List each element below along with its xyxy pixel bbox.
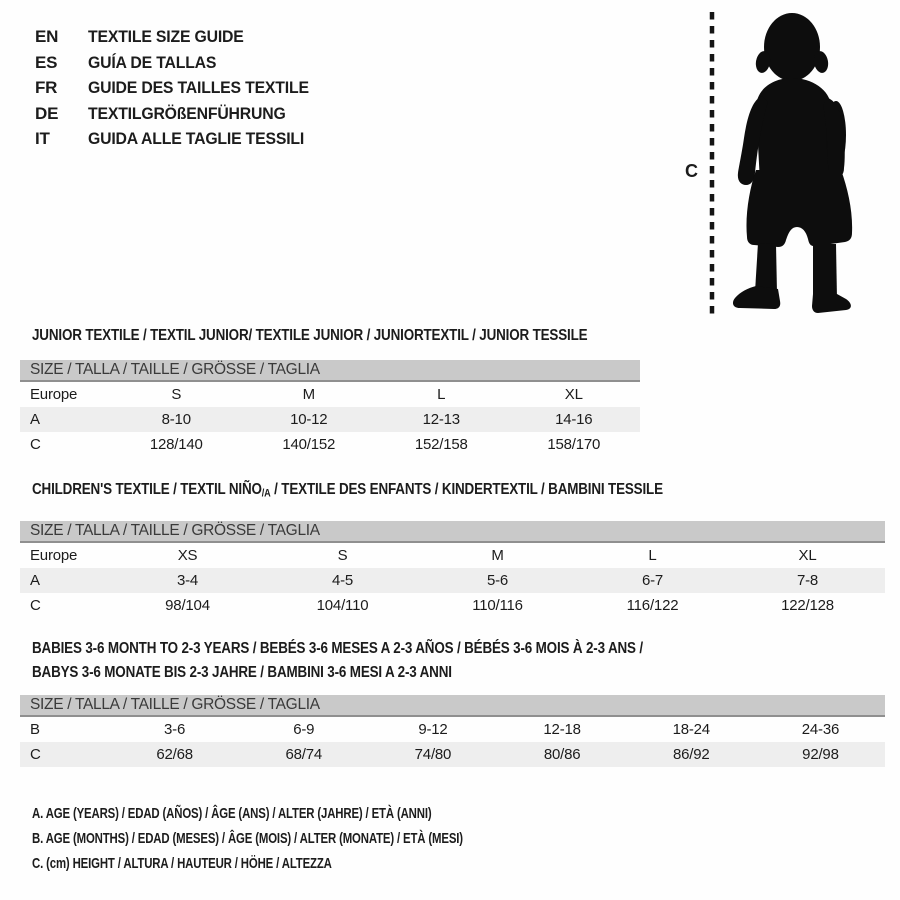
size-value: 158/170 bbox=[547, 436, 601, 453]
size-value: 3-6 bbox=[164, 721, 186, 738]
toddler-shape bbox=[733, 13, 852, 313]
size-value: 86/92 bbox=[673, 746, 710, 763]
size-table-children bbox=[20, 521, 885, 618]
size-value: 80/86 bbox=[543, 746, 581, 763]
size-value: 12-18 bbox=[543, 721, 581, 738]
size-value: 62/68 bbox=[156, 746, 193, 763]
size-value: 122/128 bbox=[781, 597, 834, 615]
size-table-babies bbox=[20, 695, 885, 767]
language-row bbox=[35, 50, 325, 76]
size-value: L bbox=[648, 547, 657, 565]
language-code: FR bbox=[35, 78, 58, 97]
size-value: M bbox=[302, 386, 315, 403]
heading-text: /A bbox=[261, 487, 271, 500]
size-value: 104/110 bbox=[316, 597, 369, 615]
table-row bbox=[20, 593, 885, 618]
section-babies bbox=[20, 637, 885, 767]
size-value: 110/116 bbox=[472, 597, 523, 615]
size-value: 24-36 bbox=[801, 721, 840, 738]
heading-text: BABIES 3-6 MONTH TO 2-3 YEARS / BEBÉS 3-6 MESES A 2-3 AÑOS / BÉBÉS 3-6 MOIS À 2-3 ANS / bbox=[32, 640, 643, 657]
table-row bbox=[20, 432, 640, 457]
row-label: C bbox=[30, 597, 41, 615]
size-value: 18-24 bbox=[672, 721, 710, 738]
section-children bbox=[20, 481, 885, 618]
size-value: S bbox=[171, 386, 182, 403]
size-value: 8-10 bbox=[161, 411, 191, 428]
row-label: Europe bbox=[30, 386, 78, 403]
table-row bbox=[20, 407, 640, 432]
table-row bbox=[20, 717, 885, 742]
language-code: IT bbox=[35, 129, 50, 148]
size-header-bar: SIZE / TALLA / TAILLE / GRÖSSE / TAGLIA bbox=[20, 695, 885, 717]
size-value: 5-6 bbox=[486, 572, 509, 590]
footnote-line: B. AGE (MONTHS) / EDAD (MESES) / ÂGE (MOIS) / ALTER (MONATE) / ETÀ (MESI) bbox=[32, 830, 463, 847]
size-value: 140/152 bbox=[282, 436, 336, 453]
row-label: B bbox=[30, 721, 40, 738]
size-value: 12-13 bbox=[422, 411, 460, 428]
size-value: 9-12 bbox=[418, 721, 448, 738]
size-value: 68/74 bbox=[285, 746, 323, 763]
section-heading-junior bbox=[32, 327, 693, 344]
language-title: GUIDA ALLE TAGLIE TESSILI bbox=[88, 129, 305, 148]
size-value: 92/98 bbox=[802, 746, 839, 763]
size-value: 10-12 bbox=[290, 411, 328, 428]
size-header-bar: SIZE / TALLA / TAILLE / GRÖSSE / TAGLIA bbox=[20, 360, 640, 382]
size-value: M bbox=[491, 547, 504, 565]
size-value: XL bbox=[564, 386, 583, 403]
size-value: 98/104 bbox=[165, 597, 210, 615]
row-label: A bbox=[30, 572, 40, 590]
language-title: GUÍA DE TALLAS bbox=[88, 52, 217, 72]
heading-line bbox=[32, 661, 749, 685]
language-title: GUIDE DES TAILLES TEXTILE bbox=[88, 78, 309, 97]
size-value: 6-7 bbox=[641, 572, 664, 590]
footnotes bbox=[32, 801, 599, 876]
footnote-line: C. (cm) HEIGHT / ALTURA / HAUTEUR / HÖHE / ALTEZZA bbox=[32, 855, 332, 872]
language-row bbox=[35, 75, 325, 101]
heading-line bbox=[32, 327, 587, 344]
size-value: 116/122 bbox=[626, 597, 679, 615]
language-row bbox=[35, 101, 325, 127]
footnote-line: A. AGE (YEARS) / EDAD (AÑOS) / ÂGE (ANS) / ALTER (JAHRE) / ETÀ (ANNI) bbox=[32, 805, 432, 822]
size-value: 6-9 bbox=[293, 721, 315, 738]
section-heading-children bbox=[32, 481, 885, 502]
section-junior bbox=[20, 327, 693, 457]
table-row bbox=[20, 543, 885, 568]
size-value: 152/158 bbox=[414, 436, 468, 453]
size-table-junior bbox=[20, 360, 640, 457]
row-label: C bbox=[30, 436, 41, 453]
size-value: 74/80 bbox=[414, 746, 452, 763]
heading-line bbox=[32, 481, 749, 502]
heading-text: / TEXTILE DES ENFANTS / KINDERTEXTIL / BAMBINI TESSILE bbox=[270, 481, 663, 498]
language-title: TEXTILE SIZE GUIDE bbox=[88, 27, 244, 46]
heading-text: CHILDREN'S TEXTILE / TEXTIL NIÑO bbox=[32, 481, 262, 498]
language-title: TEXTILGRÖßENFÜHRUNG bbox=[88, 103, 286, 123]
size-value: L bbox=[437, 386, 446, 403]
heading-text: BABYS 3-6 MONATE BIS 2-3 JAHRE / BAMBINI 3-6 MESI A 2-3 ANNI bbox=[32, 664, 452, 681]
language-title-list bbox=[35, 24, 325, 152]
height-measure-label: C bbox=[685, 161, 698, 181]
size-value: 14-16 bbox=[555, 411, 593, 428]
language-code: DE bbox=[35, 103, 59, 123]
heading-text: JUNIOR TEXTILE / TEXTIL JUNIOR/ TEXTILE JUNIOR / JUNIORTEXTIL / JUNIOR TESSILE bbox=[32, 327, 588, 344]
language-code: EN bbox=[35, 27, 59, 46]
size-value: 3-4 bbox=[176, 572, 199, 590]
language-row bbox=[35, 24, 325, 50]
row-label: Europe bbox=[30, 547, 78, 565]
size-value: 128/140 bbox=[149, 436, 203, 453]
size-header-bar: SIZE / TALLA / TAILLE / GRÖSSE / TAGLIA bbox=[20, 521, 885, 543]
row-label: A bbox=[30, 411, 40, 428]
size-value: 4-5 bbox=[331, 572, 354, 590]
table-row bbox=[20, 742, 885, 767]
size-value: S bbox=[337, 547, 348, 565]
table-row bbox=[20, 568, 885, 593]
table-row bbox=[20, 382, 640, 407]
size-value: XS bbox=[177, 547, 198, 565]
size-value: 7-8 bbox=[796, 572, 819, 590]
heading-line bbox=[32, 637, 749, 661]
language-row bbox=[35, 126, 325, 152]
size-value: XL bbox=[798, 547, 817, 565]
section-heading-babies bbox=[32, 637, 885, 685]
language-code: ES bbox=[35, 52, 58, 72]
row-label: C bbox=[30, 746, 41, 763]
